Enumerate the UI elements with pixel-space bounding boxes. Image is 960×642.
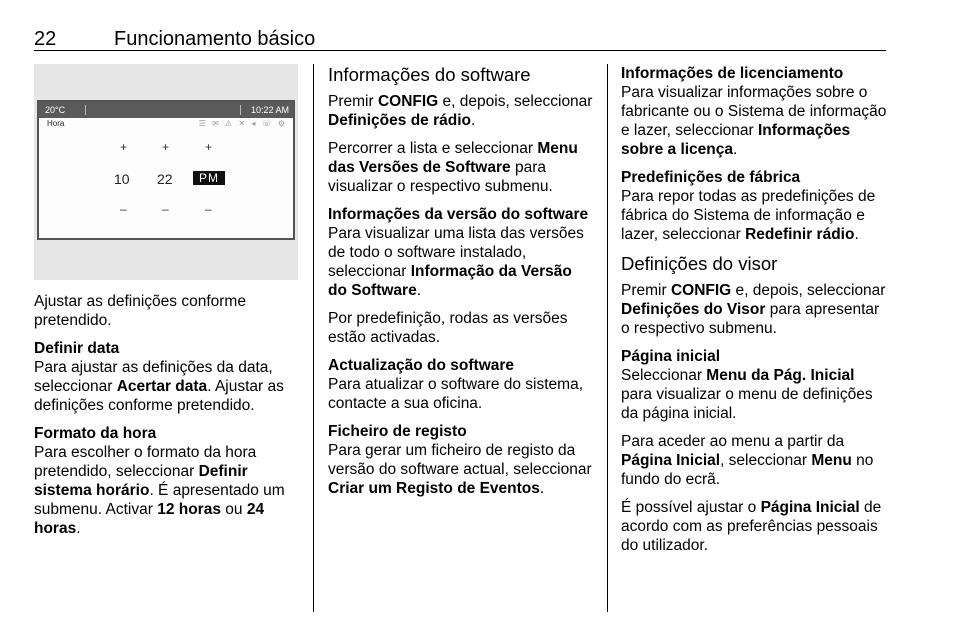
menu-term: Definir sistema horário — [34, 463, 248, 499]
body-text: Para visualizar informações sobre o fabricante ou o Sistema de informação e lazer, seleccionar — [621, 84, 887, 139]
body-paragraph — [328, 139, 594, 196]
menu-term: Informações sobre a licença — [621, 122, 851, 158]
section-log-file — [328, 422, 594, 498]
body-text: de acordo com as preferências pessoais do utilizador. — [621, 499, 882, 554]
body-text: Premir — [328, 93, 378, 110]
ampm-minus-button[interactable]: – — [205, 202, 212, 216]
section-home-page — [621, 347, 888, 423]
section-heading: Página inicial — [621, 348, 721, 365]
body-text: É possível ajustar o — [621, 499, 761, 516]
menu-term: Definições do Visor — [621, 301, 766, 318]
body-paragraph — [621, 432, 888, 489]
column-divider — [313, 64, 314, 612]
status-icons: ☰ ✉ ⚠ ✕ ◂ ☏ ⚙ — [198, 119, 287, 128]
body-text: Para visualizar uma lista das versões de todo o software instalado, seleccionar — [328, 225, 584, 280]
section-title-software: Informações do software — [328, 64, 531, 85]
menu-term: Acertar data — [116, 378, 208, 395]
section-heading: Actualização do software — [328, 357, 515, 374]
body-text: . — [416, 282, 422, 299]
status-divider — [85, 105, 86, 115]
body-text: ou — [220, 501, 247, 518]
body-text: . É apresentado um submenu. Activar — [34, 482, 285, 518]
status-divider — [240, 105, 241, 115]
body-text: e, depois, seleccionar — [438, 93, 593, 110]
menu-term: Menu da Pág. Inicial — [706, 367, 855, 384]
menu-term: Página Inicial — [760, 499, 860, 516]
clock-readout: 10:22 AM — [250, 105, 289, 115]
menu-term: 24 horas — [34, 501, 265, 537]
section-set-date — [34, 339, 298, 415]
status-bar — [39, 102, 293, 118]
body-paragraph: Por predefinição, rodas as versões estão activadas. — [328, 310, 568, 346]
minute-plus-button[interactable]: + — [162, 140, 170, 154]
body-text: . — [76, 520, 81, 537]
section-software-version — [328, 205, 594, 300]
menu-term: Página Inicial — [621, 452, 721, 469]
menu-term: CONFIG — [377, 93, 439, 110]
hour-plus-button[interactable]: + — [120, 140, 128, 154]
body-text: e, depois, seleccionar — [731, 282, 886, 299]
body-text: para apresentar o respectivo submenu. — [621, 301, 880, 337]
body-text: . — [733, 141, 738, 158]
header-rule — [34, 50, 886, 51]
body-paragraph — [621, 498, 888, 555]
intro-paragraph: Ajustar as definições conforme pretendido. — [34, 293, 246, 329]
temperature-readout: 20°C — [45, 105, 66, 115]
body-text: Para repor todas as predefinições de fábrica do Sistema de informação e lazer, seleccionar — [621, 188, 876, 243]
menu-term: Menu das Versões de Software — [328, 140, 578, 176]
minute-minus-button[interactable]: – — [162, 202, 169, 216]
section-heading: Informações da versão do software — [328, 206, 589, 223]
body-text: , seleccionar — [720, 452, 812, 469]
body-text: . — [539, 480, 545, 497]
section-heading: Definir data — [34, 340, 120, 357]
column-1 — [34, 292, 298, 547]
body-text: . — [470, 112, 476, 129]
body-text: Para atualizar o software do sistema, contacte a sua oficina. — [328, 376, 584, 412]
menu-term: CONFIG — [670, 282, 732, 299]
minute-value: 22 — [157, 171, 173, 187]
screen-label: Hora — [47, 119, 65, 128]
body-text: Para escolher o formato da hora pretendido, seleccionar — [34, 444, 257, 480]
section-heading: Ficheiro de registo — [328, 423, 467, 440]
section-title-display: Definições do visor — [621, 253, 778, 274]
body-text: para visualizar o respectivo submenu. — [328, 159, 553, 195]
page-number: 22 — [34, 28, 57, 50]
body-text: . — [854, 226, 859, 243]
section-heading: Predefinições de fábrica — [621, 169, 801, 186]
menu-term: Definições de rádio — [328, 112, 471, 129]
section-factory-defaults — [621, 168, 888, 244]
section-software-update — [328, 356, 594, 413]
column-divider — [607, 64, 608, 612]
column-3 — [621, 64, 888, 564]
body-text: Premir — [621, 282, 671, 299]
menu-term: Redefinir rádio — [745, 226, 855, 243]
page-title: Funcionamento básico — [114, 28, 316, 50]
menu-term: Criar um Registo de Eventos — [328, 480, 540, 497]
ampm-value: PM — [193, 171, 225, 185]
body-text: Para gerar um ficheiro de registo da versão do software actual, seleccionar — [328, 442, 592, 478]
hour-value: 10 — [114, 171, 130, 187]
clock-settings-figure — [34, 64, 298, 280]
body-text: para visualizar o menu de definições da página inicial. — [621, 386, 873, 422]
section-time-format — [34, 424, 298, 538]
section-heading: Informações de licenciamento — [621, 65, 844, 82]
ampm-plus-button[interactable]: + — [205, 140, 213, 154]
body-text: . Ajustar as definições conforme pretendido. — [34, 378, 284, 414]
body-text: Para aceder ao menu a partir da — [621, 433, 845, 450]
body-paragraph — [621, 281, 888, 338]
column-2 — [328, 64, 594, 507]
body-text: Percorrer a lista e seleccionar — [328, 140, 538, 157]
hour-minus-button[interactable]: – — [120, 202, 127, 216]
body-text: Seleccionar — [621, 367, 707, 384]
display-screen — [37, 100, 295, 240]
body-text: Para ajustar as definições da data, seleccionar — [34, 359, 273, 395]
menu-term: Menu — [811, 452, 852, 469]
menu-term: 12 horas — [157, 501, 221, 518]
body-paragraph — [328, 92, 594, 130]
section-heading: Formato da hora — [34, 425, 157, 442]
menu-term: Informação da Versão do Software — [328, 263, 572, 299]
section-licensing — [621, 64, 888, 159]
body-text: no fundo do ecrã. — [621, 452, 874, 488]
